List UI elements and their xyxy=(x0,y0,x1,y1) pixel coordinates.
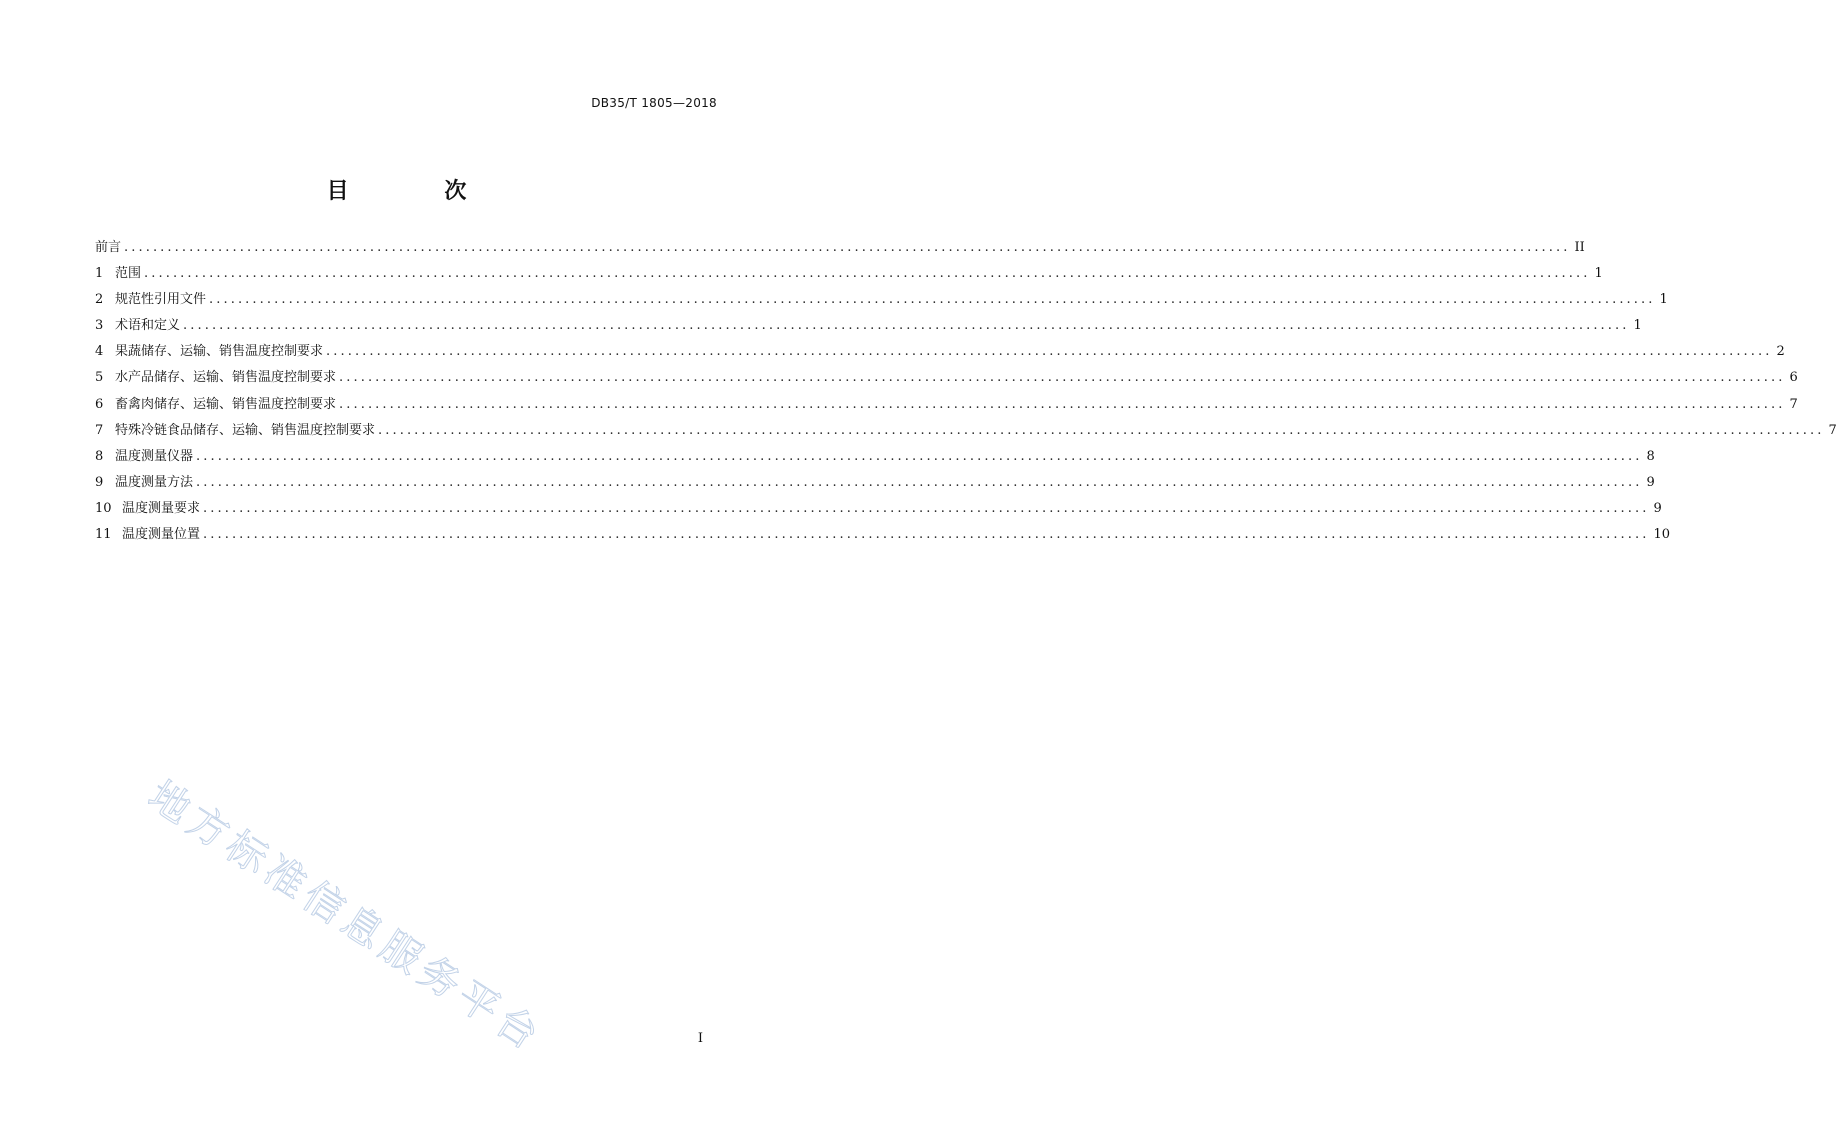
toc-entry-10[interactable] xyxy=(95,499,1662,525)
dot-leader: ........................................................................................................................................................................................................ xyxy=(144,266,1591,282)
toc-entry-page: 1 xyxy=(1594,266,1603,282)
toc-entry-number: 7 xyxy=(95,422,104,438)
toc-entry-label: 温度测量要求 xyxy=(122,500,201,516)
dot-leader: ........................................................................................................................................................................................................ xyxy=(183,318,1630,334)
toc-entry-number: 5 xyxy=(95,370,104,386)
dot-leader: ........................................................................................................................................................................................................ xyxy=(124,240,1571,255)
toc-entry-number: 10 xyxy=(95,500,112,516)
toc-entry-label: 范围 xyxy=(115,266,142,282)
toc-entry-label: 水产品储存、运输、销售温度控制要求 xyxy=(115,370,337,386)
toc-entry-9[interactable] xyxy=(95,473,1655,499)
toc-entry-label: 温度测量方法 xyxy=(115,474,194,490)
toc-entry-page: 8 xyxy=(1646,448,1655,464)
toc-entry-foreword[interactable] xyxy=(95,238,1585,264)
toc-entry-number: 1 xyxy=(95,266,104,282)
toc-entry-page: 2 xyxy=(1776,344,1785,360)
toc-list xyxy=(95,238,1837,551)
toc-entry-label: 温度测量仪器 xyxy=(115,448,194,464)
page-number: I xyxy=(697,1031,703,1046)
toc-entry-3[interactable] xyxy=(95,316,1642,342)
document-code: DB35/T 1805—2018 xyxy=(591,96,717,110)
toc-entry-number: 2 xyxy=(95,292,104,308)
dot-leader: ........................................................................................................................................................................................................ xyxy=(209,292,1656,308)
dot-leader: ........................................................................................................................................................................................................ xyxy=(339,396,1786,412)
toc-entry-label: 温度测量位置 xyxy=(122,527,201,543)
dot-leader: ........................................................................................................................................................................................................ xyxy=(203,500,1650,516)
toc-entry-number: 11 xyxy=(95,527,112,543)
toc-entry-7[interactable] xyxy=(95,421,1837,447)
watermark: 地方标准信息服务平台 xyxy=(140,772,551,1062)
dot-leader: ........................................................................................................................................................................................................ xyxy=(196,474,1643,490)
dot-leader: ........................................................................................................................................................................................................ xyxy=(203,527,1650,543)
dot-leader: ........................................................................................................................................................................................................ xyxy=(339,370,1786,386)
toc-entry-8[interactable] xyxy=(95,447,1655,473)
toc-entry-page: 1 xyxy=(1659,292,1668,308)
toc-entry-page: 9 xyxy=(1646,474,1655,490)
toc-entry-page: 9 xyxy=(1653,500,1662,516)
toc-entry-page: 10 xyxy=(1653,527,1671,543)
toc-entry-label: 前言 xyxy=(95,240,122,255)
toc-entry-label: 畜禽肉储存、运输、销售温度控制要求 xyxy=(115,396,337,412)
toc-entry-page: 7 xyxy=(1789,396,1798,412)
toc-entry-4[interactable] xyxy=(95,342,1785,368)
toc-entry-2[interactable] xyxy=(95,290,1668,316)
toc-title: 目 次 xyxy=(326,179,511,204)
toc-entry-page: 1 xyxy=(1633,318,1642,334)
dot-leader: ........................................................................................................................................................................................................ xyxy=(196,448,1643,464)
toc-entry-number: 6 xyxy=(95,396,104,412)
toc-entry-11[interactable] xyxy=(95,525,1671,551)
toc-entry-number: 3 xyxy=(95,318,104,334)
toc-entry-6[interactable] xyxy=(95,395,1798,421)
toc-entry-page: II xyxy=(1574,240,1585,255)
toc-entry-1[interactable] xyxy=(95,264,1603,290)
toc-entry-number: 9 xyxy=(95,474,104,490)
dot-leader: ........................................................................................................................................................................................................ xyxy=(326,344,1773,360)
toc-entry-label: 规范性引用文件 xyxy=(115,292,207,308)
toc-entry-label: 特殊冷链食品储存、运输、销售温度控制要求 xyxy=(115,422,376,438)
dot-leader: ........................................................................................................................................................................................................ xyxy=(378,422,1825,438)
toc-entry-page: 7 xyxy=(1828,422,1837,438)
toc-entry-label: 果蔬储存、运输、销售温度控制要求 xyxy=(115,344,324,360)
toc-entry-number: 4 xyxy=(95,344,104,360)
toc-entry-label: 术语和定义 xyxy=(115,318,181,334)
toc-entry-page: 6 xyxy=(1789,370,1798,386)
toc-entry-5[interactable] xyxy=(95,368,1798,394)
toc-entry-number: 8 xyxy=(95,448,104,464)
